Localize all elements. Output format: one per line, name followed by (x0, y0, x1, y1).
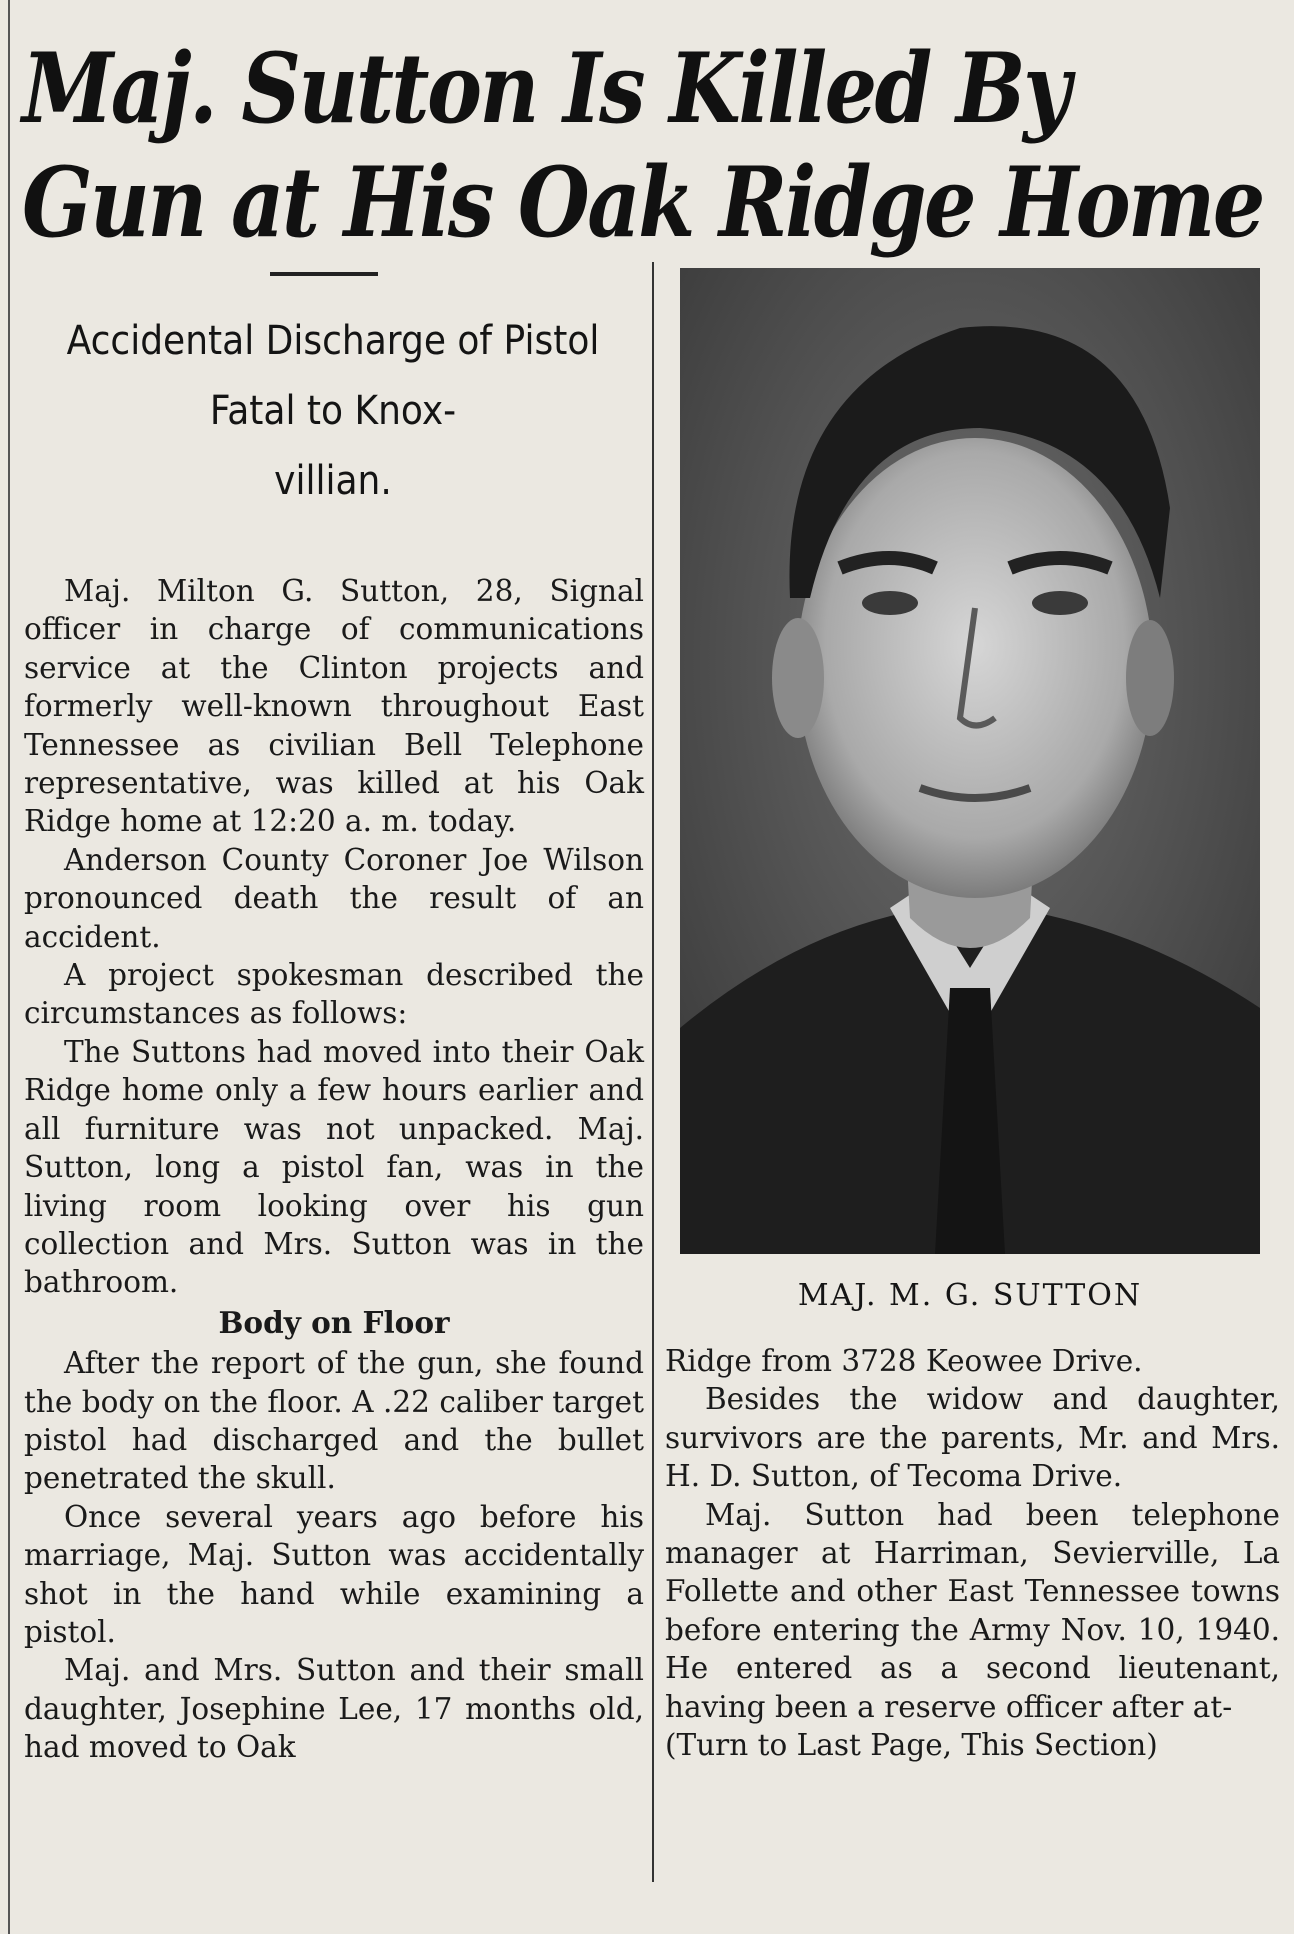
paragraph: Ridge from 3728 Keowee Drive. (665, 1344, 1143, 1378)
paragraph: Maj. and Mrs. Sutton and their small daughter, Josephine Lee, 17 months old, had moved to Oak (24, 1653, 644, 1765)
headline (22, 32, 1263, 260)
section-heading: Body on Floor (218, 1304, 450, 1340)
article-column-left (24, 572, 644, 1767)
paragraph: The Suttons had moved into their Oak Ridge home only a few hours earlier and all furniture was not unpacked. Maj. Sutton, long a pistol fan, was in the living room looking over his gun collection and Mrs. Sutton was in the bathroom. (24, 1034, 644, 1300)
subhead-line-1: Accidental Discharge of Pistol (66, 318, 600, 364)
paragraph: Anderson County Coroner Joe Wilson pronounced death the result of an accident. (24, 842, 644, 954)
subheadline (50, 306, 617, 516)
paragraph: Once several years ago before his marriage, Maj. Sutton was accidentally shot in the hand while examining a pistol. (24, 1499, 644, 1649)
column-divider (652, 262, 654, 1882)
article-column-right (665, 1342, 1280, 1764)
paragraph: Maj. Milton G. Sutton, 28, Signal officer in charge of communications service at the Clinton projects and formerly well-known throughout East Tennessee as civilian Bell Telephone representative, was killed at his Oak Ridge home at 12:20 a. m. today. (24, 574, 644, 839)
portrait-illustration (680, 268, 1260, 1254)
paragraph: Besides the widow and daughter, survivors are the parents, Mr. and Mrs. H. D. Sutton, of Tecoma Drive. (665, 1382, 1280, 1494)
continuation-notice: (Turn to Last Page, This Section) (665, 1728, 1158, 1763)
subhead-line-2: Fatal to Knox- (209, 388, 457, 434)
subhead-line-3: villian. (274, 458, 392, 504)
paragraph: Maj. Sutton had been telephone manager at Harriman, Sevierville, La Follette and other East Tennessee towns before entering the Army Nov. 10, 1940. He entered as a second lieutenant, having been a reserve officer after at- (665, 1497, 1280, 1724)
paragraph: After the report of the gun, she found the body on the floor. A .22 caliber target pistol had discharged and the bullet penetrated the skull. (24, 1346, 644, 1496)
column-border (8, 0, 10, 1934)
headline-rule (270, 272, 378, 276)
headline-line-2: Gun at His Oak Ridge Home (22, 146, 1263, 259)
portrait-photo (680, 268, 1260, 1254)
headline-line-1: Maj. Sutton Is Killed By (22, 32, 1069, 145)
paragraph: A project spokesman described the circumstances as follows: (24, 958, 644, 1031)
photo-caption: MAJ. M. G. SUTTON (797, 1278, 1143, 1313)
